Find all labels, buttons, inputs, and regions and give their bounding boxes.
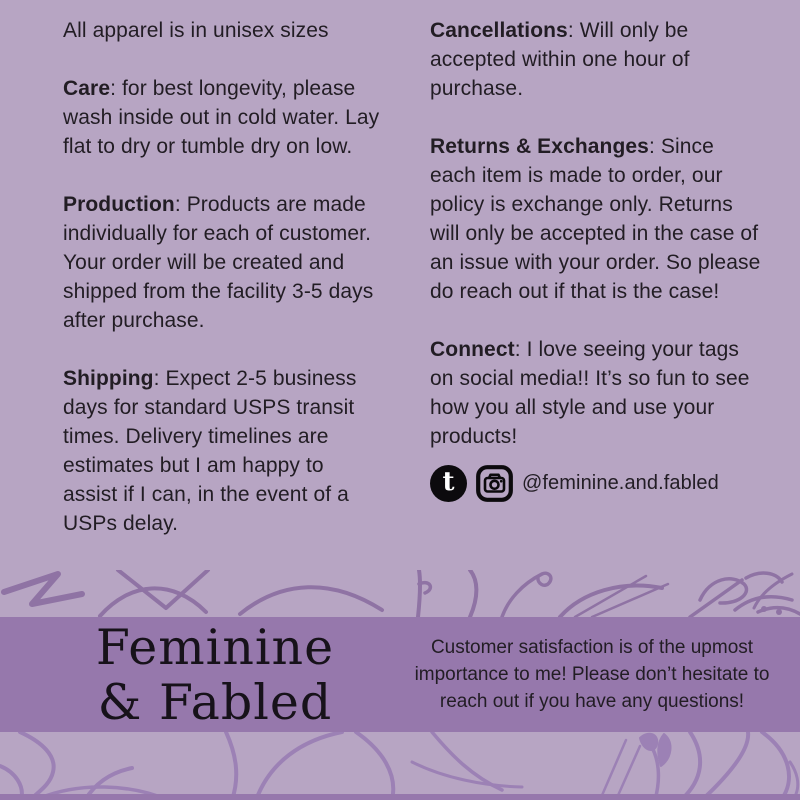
shipping-body: : Expect 2-5 business days for standard USPS transit times. Delivery timelines are estimates but I am happy to assist if I can, in the event of a USPs delay. [63,367,357,535]
returns-label: Returns & Exchanges [430,135,649,158]
returns-section [430,132,764,306]
camera-icon [476,465,513,502]
bottom-edge-bar [0,794,800,800]
cancellations-body: : Will only be accepted within one hour of purchase. [430,19,690,100]
brand-band [0,617,800,732]
connect-section [430,335,764,451]
care-label: Care [63,77,111,100]
band-message-text: Customer satisfaction is of the upmost importance to me! Please don’t hesitate to reach out if you have any questions! [414,637,770,712]
production-body: : Products are made individually for each of customer. Your order will be created and shipped from the facility 3-5 days after purchase. [63,193,374,332]
brand-name [0,617,430,732]
band-message [398,617,786,732]
returns-body: : Since each item is made to order, our policy is exchange only. Returns will only be accepted in the case of an issue with your order. So please do reach out if that is the case! [430,135,761,303]
social-handle: @feminine.and.fabled [522,472,719,494]
floral-line-art-bottom [0,732,800,800]
production-section [63,190,383,335]
brand-line2: & Fabled [97,673,333,731]
floral-line-art-top [0,570,800,617]
brand-line1: Feminine [95,618,335,676]
care-body: : for best longevity, please wash inside out in cold water. Lay flat to dry or tumble dry on low. [63,77,380,158]
right-column [430,16,764,502]
tumblr-icon [430,465,467,502]
production-label: Production [63,193,175,216]
care-section [63,74,383,161]
cancellations-label: Cancellations [430,19,568,42]
connect-label: Connect [430,338,515,361]
shipping-label: Shipping [63,367,154,390]
shipping-section [63,364,383,538]
left-column [63,16,383,567]
social-row [430,465,764,502]
intro-text: All apparel is in unisex sizes [63,19,329,42]
cancellations-section [430,16,764,103]
connect-body: : I love seeing your tags on social media!! It’s so fun to see how you all style and use your products! [430,338,750,448]
tumblr-glyph: t [442,467,455,497]
